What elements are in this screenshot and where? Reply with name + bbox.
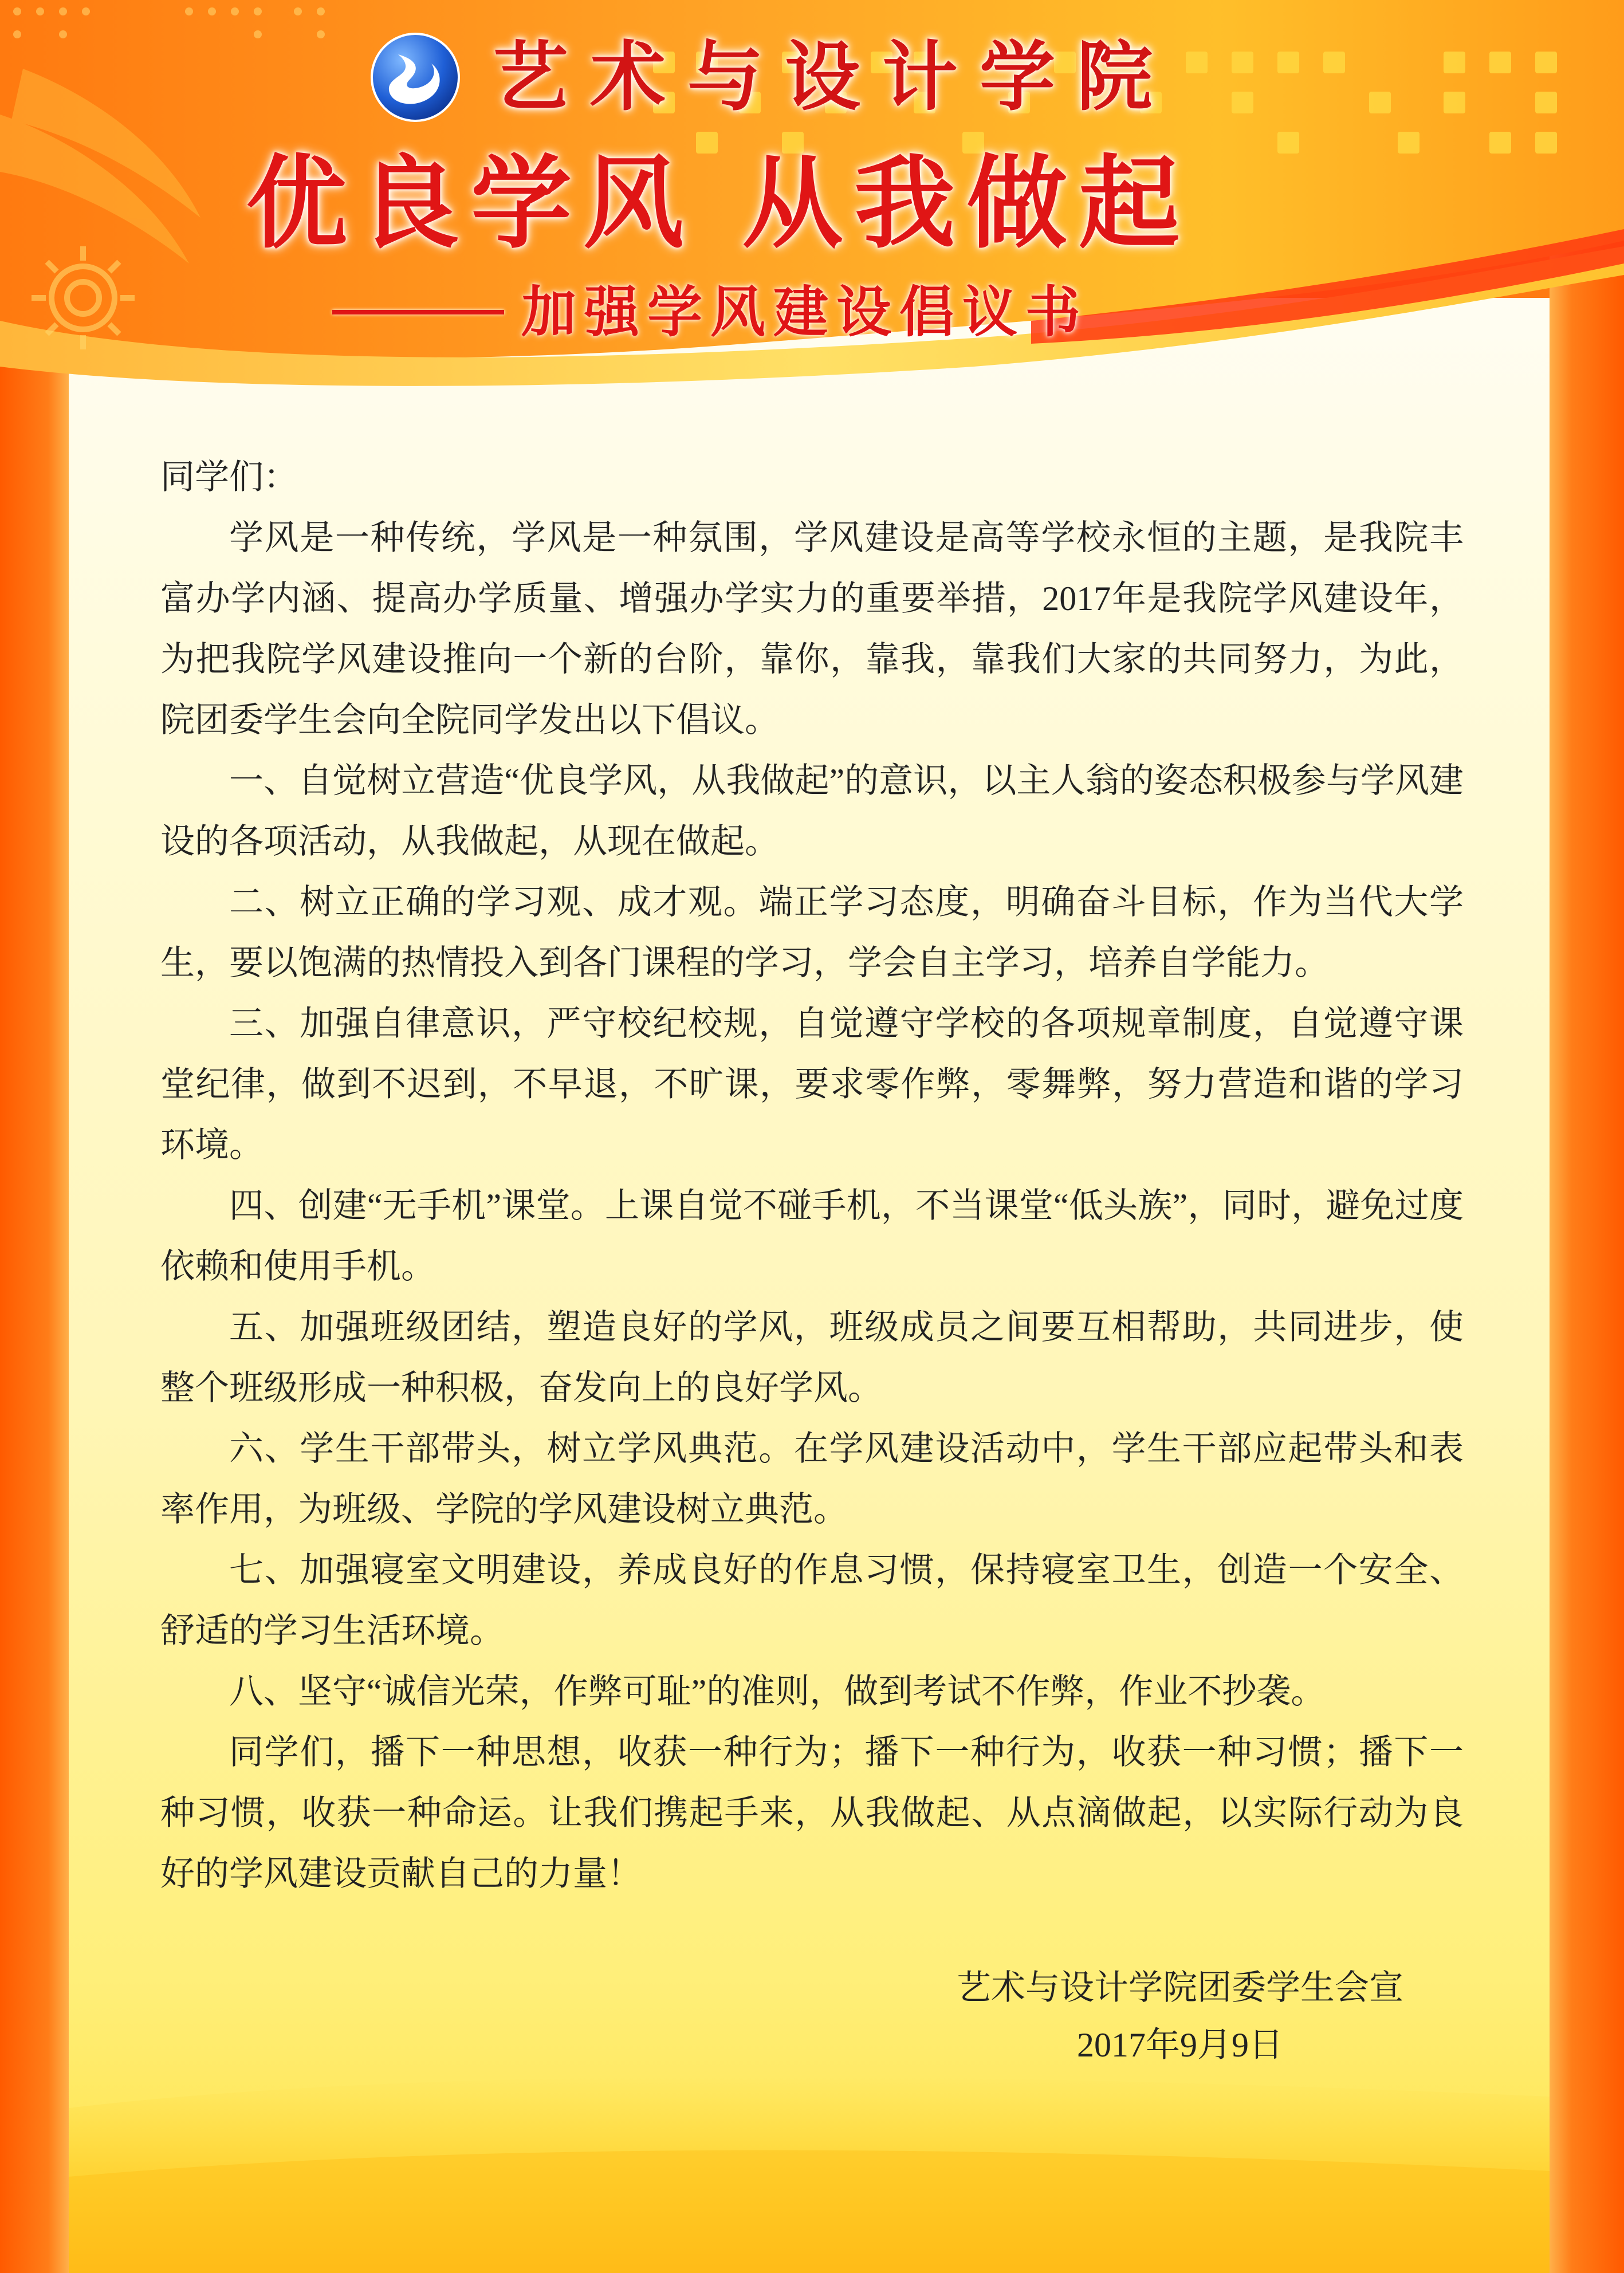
paragraph-item-7: 七、加强寝室文明建设，养成良好的作息习惯，保持寝室卫生，创造一个安全、舒适的学习生活环境。 — [160, 1551, 1464, 1650]
subtitle-dash — [332, 310, 504, 314]
paragraph-closing: 同学们，播下一种思想，收获一种行为；播下一种行为，收获一种习惯；播下一种习惯，收获一种命运。让我们携起手来，从我做起、从点滴做起，以实际行动为良好的学风建设贡献自己的力量！ — [160, 1733, 1464, 1893]
subtitle — [332, 269, 1363, 355]
paragraph-item-5: 五、加强班级团结，塑造良好的学风，班级成员之间要互相帮助，共同进步，使整个班级形成一种积极，奋发向上的良好学风。 — [160, 1308, 1464, 1407]
paragraph-intro: 学风是一种传统，学风是一种氛围，学风建设是高等学校永恒的主题，是我院丰富办学内涵、提高办学质量、增强办学实力的重要举措，2017年是我院学风建设年，为把我院学风建设推向一个新的台阶，靠你，靠我，靠我们大家的共同努力，为此，院团委学生会向全院同学发出以下倡议。 — [160, 519, 1464, 739]
signature-organization: 艺术与设计学院团委学生会宣 — [957, 1969, 1403, 2007]
main-title: 优良学风 从我做起 — [246, 144, 1192, 262]
salutation: 同学们： — [160, 458, 298, 496]
bottom-decoration — [0, 2028, 1624, 2273]
paragraph-item-8: 八、坚守“诚信光荣，作弊可耻”的准则，做到考试不作弊，作业不抄袭。 — [229, 1673, 1326, 1710]
paragraph-item-2: 二、树立正确的学习观、成才观。端正学习态度，明确奋斗目标，作为当代大学生，要以饱满的热情投入到各门课程的学习，学会自主学习，培养自学能力。 — [160, 883, 1464, 982]
paragraph-item-4: 四、创建“无手机”课堂。上课自觉不碰手机，不当课堂“低头族”，同时，避免过度依赖和使用手机。 — [160, 1187, 1464, 1285]
header — [0, 0, 1624, 401]
subtitle-text: 加强学风建设倡议书 — [521, 280, 1088, 344]
college-name: 艺术与设计学院 — [493, 33, 1174, 121]
paragraph-item-1: 一、自觉树立营造“优良学风，从我做起”的意识，以主人翁的姿态积极参与学风建设的各项活动，从我做起，从现在做起。 — [160, 762, 1464, 860]
paragraph-item-6: 六、学生干部带头，树立学风典范。在学风建设活动中，学生干部应起带头和表率作用，为班级、学院的学风建设树立典范。 — [160, 1430, 1464, 1528]
paragraph-item-3: 三、加强自律意识，严守校纪校规，自觉遵守学校的各项规章制度，自觉遵守课堂纪律，做到不迟到，不早退，不旷课，要求零作弊，零舞弊，努力营造和谐的学习环境。 — [160, 1005, 1464, 1164]
college-logo-icon — [369, 32, 461, 123]
signature-date: 2017年9月9日 — [1077, 2026, 1283, 2064]
proposal-body — [160, 447, 1464, 1904]
